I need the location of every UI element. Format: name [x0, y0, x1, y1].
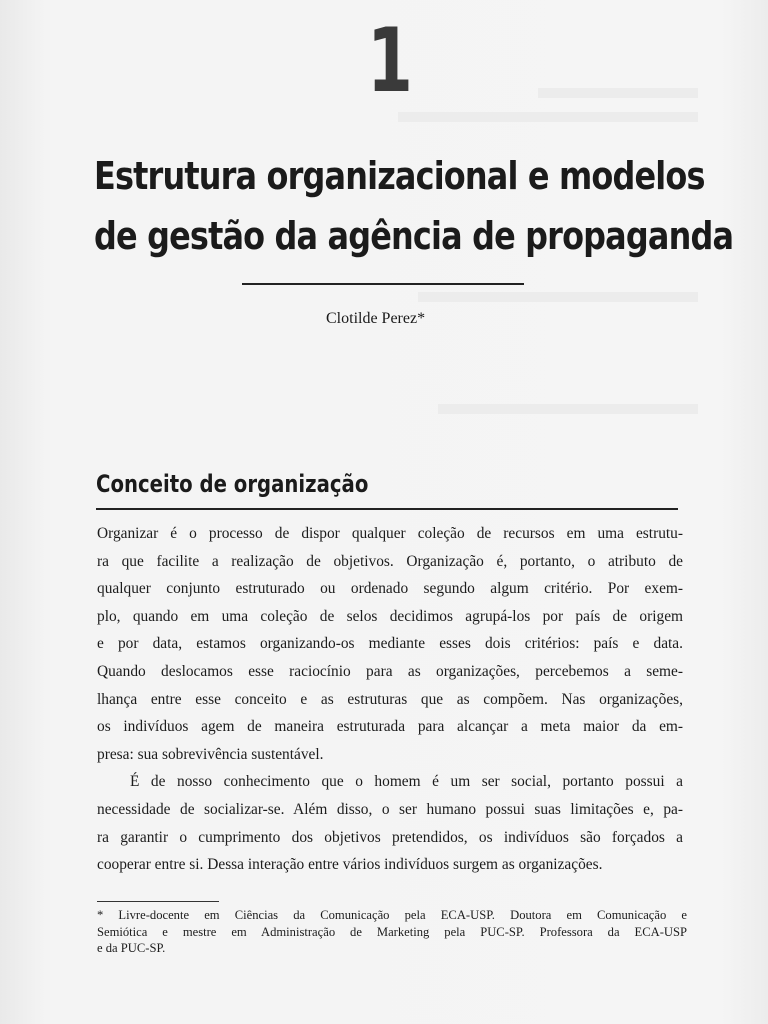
section-heading [96, 464, 696, 504]
paragraph [97, 768, 683, 878]
body-text [97, 520, 683, 879]
text-line: qualquer conjunto estruturado ou ordenado segundo algum critério. Por exem- [97, 580, 683, 598]
section-divider [96, 508, 678, 510]
bleed-through-line [418, 292, 698, 302]
text-line: Quando deslocamos esse raciocínio para as organizações, percebemos a seme- [97, 662, 683, 680]
text-line: lhança entre esse conceito e as estruturas que as compõem. Nas organizações, [97, 690, 683, 708]
footnote-line: e da PUC-SP. [97, 941, 166, 955]
text-line: Organizar é o processo de dispor qualquer coleção de recursos em uma estrutu- [97, 525, 683, 542]
footnote-line: * Livre-docente em Ciências da Comunicação pela ECA-USP. Doutora em Comunicação e [97, 908, 687, 922]
text-line: ra garantir o cumprimento dos objetivos pretendidos, os indivíduos são forçados a [97, 828, 683, 846]
text-line: cooperar entre si. Dessa interação entre vários indivíduos surgem as organizações. [97, 856, 603, 874]
chapter-title-line: Estrutura organizacional e modelos [94, 154, 705, 198]
chapter-number: 1 [367, 9, 413, 112]
text-line: plo, quando em uma coleção de selos decidimos agrupá-los por país de origem [97, 607, 683, 625]
text-line: presa: sua sobrevivência sustentável. [97, 745, 324, 763]
text-line: necessidade de socializar-se. Além disso, o ser humano possui suas limitações e, pa- [97, 800, 683, 818]
author-name: Clotilde Perez* [326, 310, 426, 327]
chapter-title-line: de gestão da agência de propaganda [94, 214, 734, 258]
footnote [97, 907, 687, 957]
footnote-divider [97, 901, 219, 902]
text-line: os indivíduos agem de maneira estruturada para alcançar a meta maior da em- [97, 718, 683, 736]
paragraph [97, 520, 683, 768]
text-line: e por data, estamos organizando-os mediante esses dois critérios: país e data. [97, 635, 683, 653]
bleed-through-line [538, 88, 698, 98]
section-heading-text: Conceito de organização [96, 470, 369, 498]
text-line: É de nosso conhecimento que o homem é um ser social, portanto possui a [130, 773, 683, 791]
text-line: ra que facilite a realização de objetivos. Organização é, portanto, o atributo de [97, 552, 683, 570]
chapter-title [94, 146, 734, 266]
bleed-through-line [398, 112, 698, 122]
footnote-line: Semiótica e mestre em Administração de Marketing pela PUC-SP. Professora da ECA-USP [97, 924, 687, 939]
title-divider [242, 283, 524, 285]
bleed-through-line [438, 404, 698, 414]
